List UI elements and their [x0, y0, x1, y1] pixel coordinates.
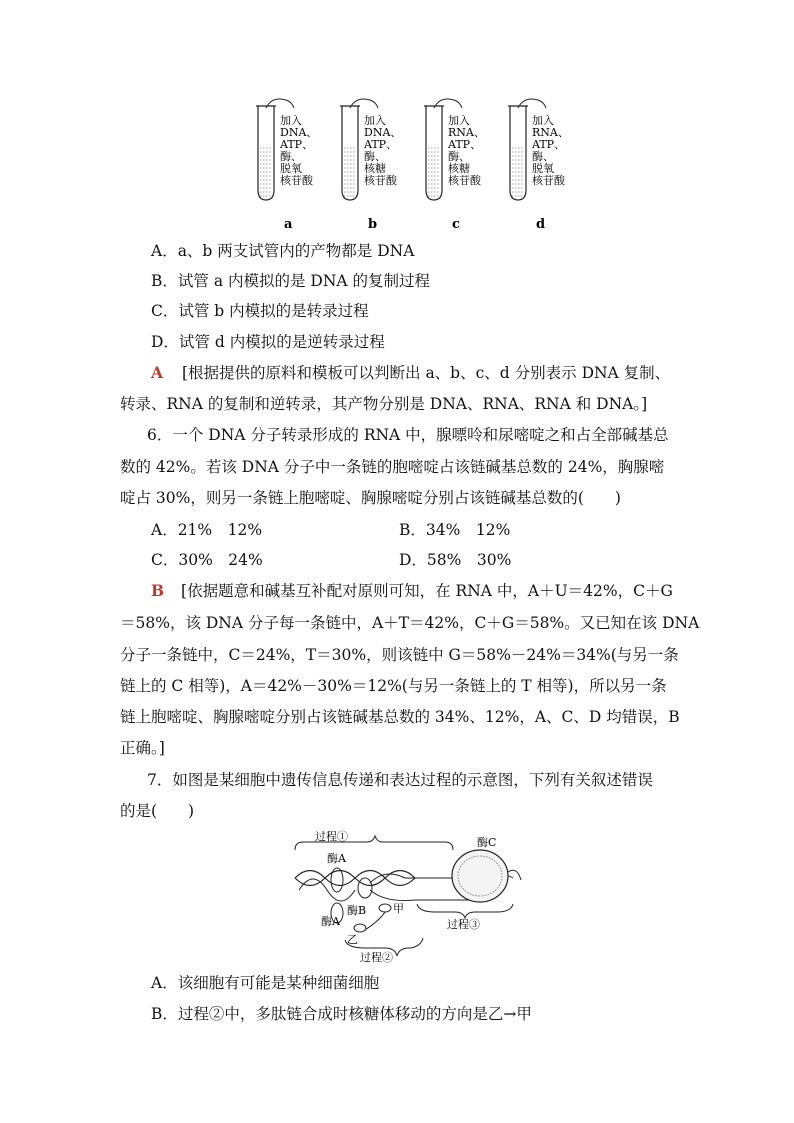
tube-d-text-3: 酶、 [532, 150, 554, 163]
tube-label-c: c [452, 217, 460, 232]
q6-answer-line-5: 链上胞嘧啶、胸腺嘧啶分别占该链碱基总数的 34%、12%，A、C、D 均错误，B [120, 708, 680, 726]
enzyme-a-shape-top [331, 868, 343, 892]
tube-b-text-3: 酶、 [364, 150, 386, 163]
tube-d-text-1: RNA、 [532, 126, 569, 139]
q6-option-b: B．34% 12% [399, 521, 511, 539]
q5-option-c: C．试管 b 内模拟的是转录过程 [151, 302, 369, 320]
q7-stem-line-1: 7．如图是某细胞中遗传信息传递和表达过程的示意图，下列有关叙述错误 [147, 771, 653, 789]
q6-stem-line-3: 啶占 30%，则另一条链上胞嘧啶、胸腺嘧啶分别占该链碱基总数的( ) [120, 489, 621, 507]
q6-answer-line-4: 链上的 C 相等)，A＝42%－30%＝12%(与另一条链上的 T 相等)，所以另一条 [120, 677, 667, 695]
test-tube-a [256, 99, 317, 232]
tube-d-text-5: 核苷酸 [532, 174, 565, 187]
enzyme-a-top-label: 酶A [327, 852, 346, 865]
tube-c-text-0: 加入 [448, 114, 470, 127]
q6-answer-line-6: 正确。] [120, 739, 165, 757]
q6-answer-line-3: 分子一条链中，C＝24%，T＝30%，则该链中 G＝58%－24%＝34%(与另一条 [120, 646, 679, 664]
yi-label: 乙 [347, 933, 358, 946]
q6-option-c: C．30% 24% [151, 551, 263, 569]
tube-label-a: a [284, 217, 293, 232]
q6-option-d: D．58% 30% [399, 551, 512, 569]
q6-answer-line-1 [151, 580, 673, 602]
tube-c-text-2: ATP、 [448, 138, 482, 151]
process1-label: 过程① [315, 830, 348, 843]
tube-b-text-5: 核苷酸 [364, 174, 397, 187]
q6-answer-letter: B [151, 581, 165, 600]
enzyme-c-shape [452, 850, 508, 902]
tube-label-b: b [368, 217, 378, 232]
q6-option-a: A．21% 12% [151, 521, 263, 539]
tube-d-text-4: 脱氧 [532, 162, 554, 175]
ribosome-yi [354, 924, 366, 932]
q5-option-a: A．a、b 两支试管内的产物都是 DNA [151, 242, 415, 260]
tube-a-text-2: ATP、 [280, 138, 314, 151]
test-tube-b [340, 99, 401, 232]
q5-option-d: D．试管 d 内模拟的是逆转录过程 [151, 333, 385, 351]
tube-b-text-4: 核糖 [364, 162, 386, 175]
tube-label-d: d [536, 217, 546, 232]
test-tube-figure [250, 98, 580, 238]
q5-answer-line-2: 转录、RNA 的复制和逆转录，其产物分别是 DNA、RNA、RNA 和 DNA。] [120, 395, 648, 413]
enzyme-a-bottom-label: 酶A [321, 915, 340, 928]
tube-d-text-2: ATP、 [532, 138, 566, 151]
tube-a-text-5: 核苷酸 [280, 174, 313, 187]
tube-a-text-0: 加入 [280, 114, 302, 127]
process3-label: 过程③ [447, 918, 480, 931]
q6-answer-text: [依据题意和碱基互补配对原则可知，在 RNA 中，A＋U＝42%，C＋G [181, 582, 673, 600]
ribosome-jia [379, 904, 391, 912]
tube-c-text-1: RNA、 [448, 126, 485, 139]
tube-c-text-3: 酶、 [448, 150, 470, 163]
enzyme-c-label: 酶C [477, 836, 497, 849]
tube-a-text-4: 脱氧 [280, 162, 302, 175]
q6-answer-line-2: ＝58%，该 DNA 分子每一条链中，A＋T＝42%，C＋G＝58%。又已知在该 DNA [120, 614, 700, 632]
tube-d-text-0: 加入 [532, 114, 554, 127]
enzyme-b-shape [358, 878, 372, 898]
q7-option-b: B．过程②中，多肽链合成时核糖体移动的方向是乙→甲 [151, 1005, 532, 1023]
test-tube-d [508, 99, 569, 232]
q5-option-b: B．试管 a 内模拟的是 DNA 的复制过程 [151, 272, 431, 290]
q5-answer-line-1 [151, 362, 670, 384]
q5-answer-text: [根据提供的原料和模板可以判断出 a、b、c、d 分别表示 DNA 复制、 [181, 364, 671, 382]
tube-a-text-1: DNA、 [280, 126, 318, 139]
q7-option-a: A．该细胞有可能是某种细菌细胞 [151, 974, 380, 992]
gene-expression-diagram [285, 828, 555, 963]
q7-stem-line-2: 的是( ) [120, 802, 195, 820]
tube-b-text-1: DNA、 [364, 126, 402, 139]
tube-c-text-4: 核糖 [448, 162, 470, 175]
test-tube-c [424, 99, 485, 232]
jia-label: 甲 [393, 902, 404, 915]
tube-b-text-0: 加入 [364, 114, 386, 127]
enzyme-b-label: 酶B [347, 904, 367, 917]
process2-label: 过程② [360, 951, 393, 963]
tube-c-text-5: 核苷酸 [448, 174, 481, 187]
q6-stem-line-2: 数的 42%。若该 DNA 分子中一条链的胞嘧啶占该链碱基总数的 24%，胸腺嘧 [120, 458, 665, 476]
q6-stem-line-1: 6．一个 DNA 分子转录形成的 RNA 中，腺嘌呤和尿嘧啶之和占全部碱基总 [147, 426, 669, 444]
q5-answer-letter: A [151, 363, 164, 382]
tube-b-text-2: ATP、 [364, 138, 398, 151]
tube-a-text-3: 酶、 [280, 150, 302, 163]
